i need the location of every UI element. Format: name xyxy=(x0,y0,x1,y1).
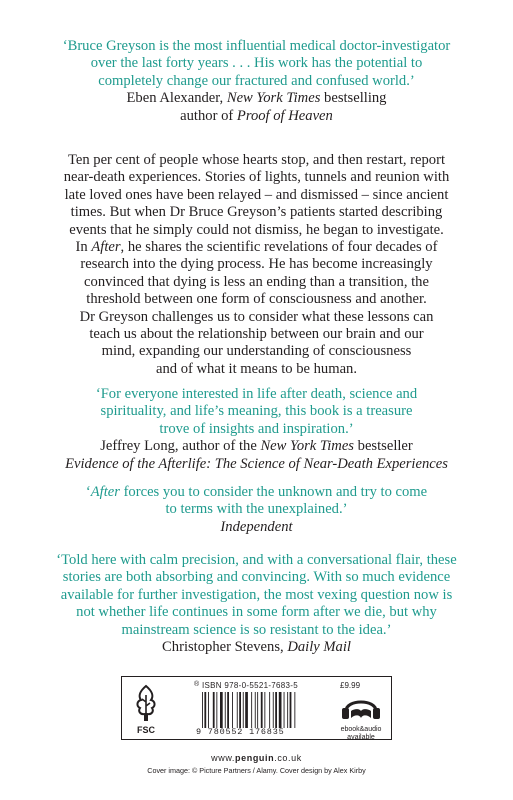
quote-attribution: Jeffrey Long, author of the New York Times bestseller xyxy=(100,438,413,455)
quote-line: over the last forty years . . . His work has the potential to xyxy=(90,55,423,72)
ebook-audio-badge: ebook&audio available xyxy=(333,693,389,737)
quote-line: ‘Bruce Greyson is the most influential medical doctor-investigator xyxy=(62,38,451,54)
description-paragraph-2: In After, he shares the scientific revelations of four decades of research into the dying process. He has become increasingly convinced that dying is less an ending than a transition, the threshold between one form of consciousness and another. Dr Greyson challenges us to consider what these lessons can teach us about the relationship between our brain and our mind, expanding our understanding of consciousness and of what it means to be human. xyxy=(75,239,438,377)
quote-attribution: Eben Alexander, New York Times bestselling xyxy=(126,90,387,107)
barcode-bars xyxy=(202,692,328,728)
fsc-logo xyxy=(130,683,162,735)
barcode-digits: 9 780552 176835 xyxy=(196,727,285,737)
price-text: £9.99 xyxy=(340,681,361,690)
quote-attribution: Christopher Stevens, Daily Mail xyxy=(162,639,351,656)
quote-attribution: Evidence of the Afterlife: The Science of Near-Death Experiences xyxy=(65,455,448,472)
quote-stevens: ‘Told here with calm precision, and with a conversational flair, these stories are both absorbing and convincing. With so much evidence available for further investigation, the most vexing question now is not whether life continues in some form after we die, but why mainstream science is so resistant to the idea.’ Christopher Stevens, Daily Mail xyxy=(0,552,513,656)
publisher-url: www.penguin.co.uk xyxy=(211,753,302,763)
registered-mark: ® xyxy=(194,681,200,688)
quote-attribution: Independent xyxy=(220,518,293,535)
headphones-book-icon xyxy=(338,693,384,721)
description-paragraph-1: Ten per cent of people whose hearts stop, and then restart, report near-death experiences. Stories of lights, tunnels and reunion with late loved ones have been relayed – and dismissed – since ancient times. But when Dr Bruce Greyson’s patients started describing events that he simply could not dismiss, he began to investigate. xyxy=(63,152,450,238)
cover-credit: Cover image: © Picture Partners / Alamy. Cover design by Alex Kirby xyxy=(147,766,366,775)
quote-alexander xyxy=(0,38,513,125)
fsc-tree-icon xyxy=(130,683,162,723)
fsc-label: FSC xyxy=(137,725,155,735)
barcode-panel xyxy=(121,676,392,740)
isbn-text: ISBN 978-0-5521-7683-5 xyxy=(202,681,298,690)
quote-independent: ‘After forces you to consider the unknown and try to come to terms with the unexplained.’ Independent xyxy=(0,484,513,536)
quote-attribution: author of Proof of Heaven xyxy=(180,107,333,124)
quote-line: completely change our fractured and confused world.’ xyxy=(98,72,415,89)
quote-long: ‘For everyone interested in life after death, science and spirituality, and life’s meaning, this book is a treasure trove of insights and inspiration.’ Jeffrey Long, author of the New York Times bestseller Evidence of the Afterlife: The Science of Near-Death Experiences xyxy=(0,386,513,473)
